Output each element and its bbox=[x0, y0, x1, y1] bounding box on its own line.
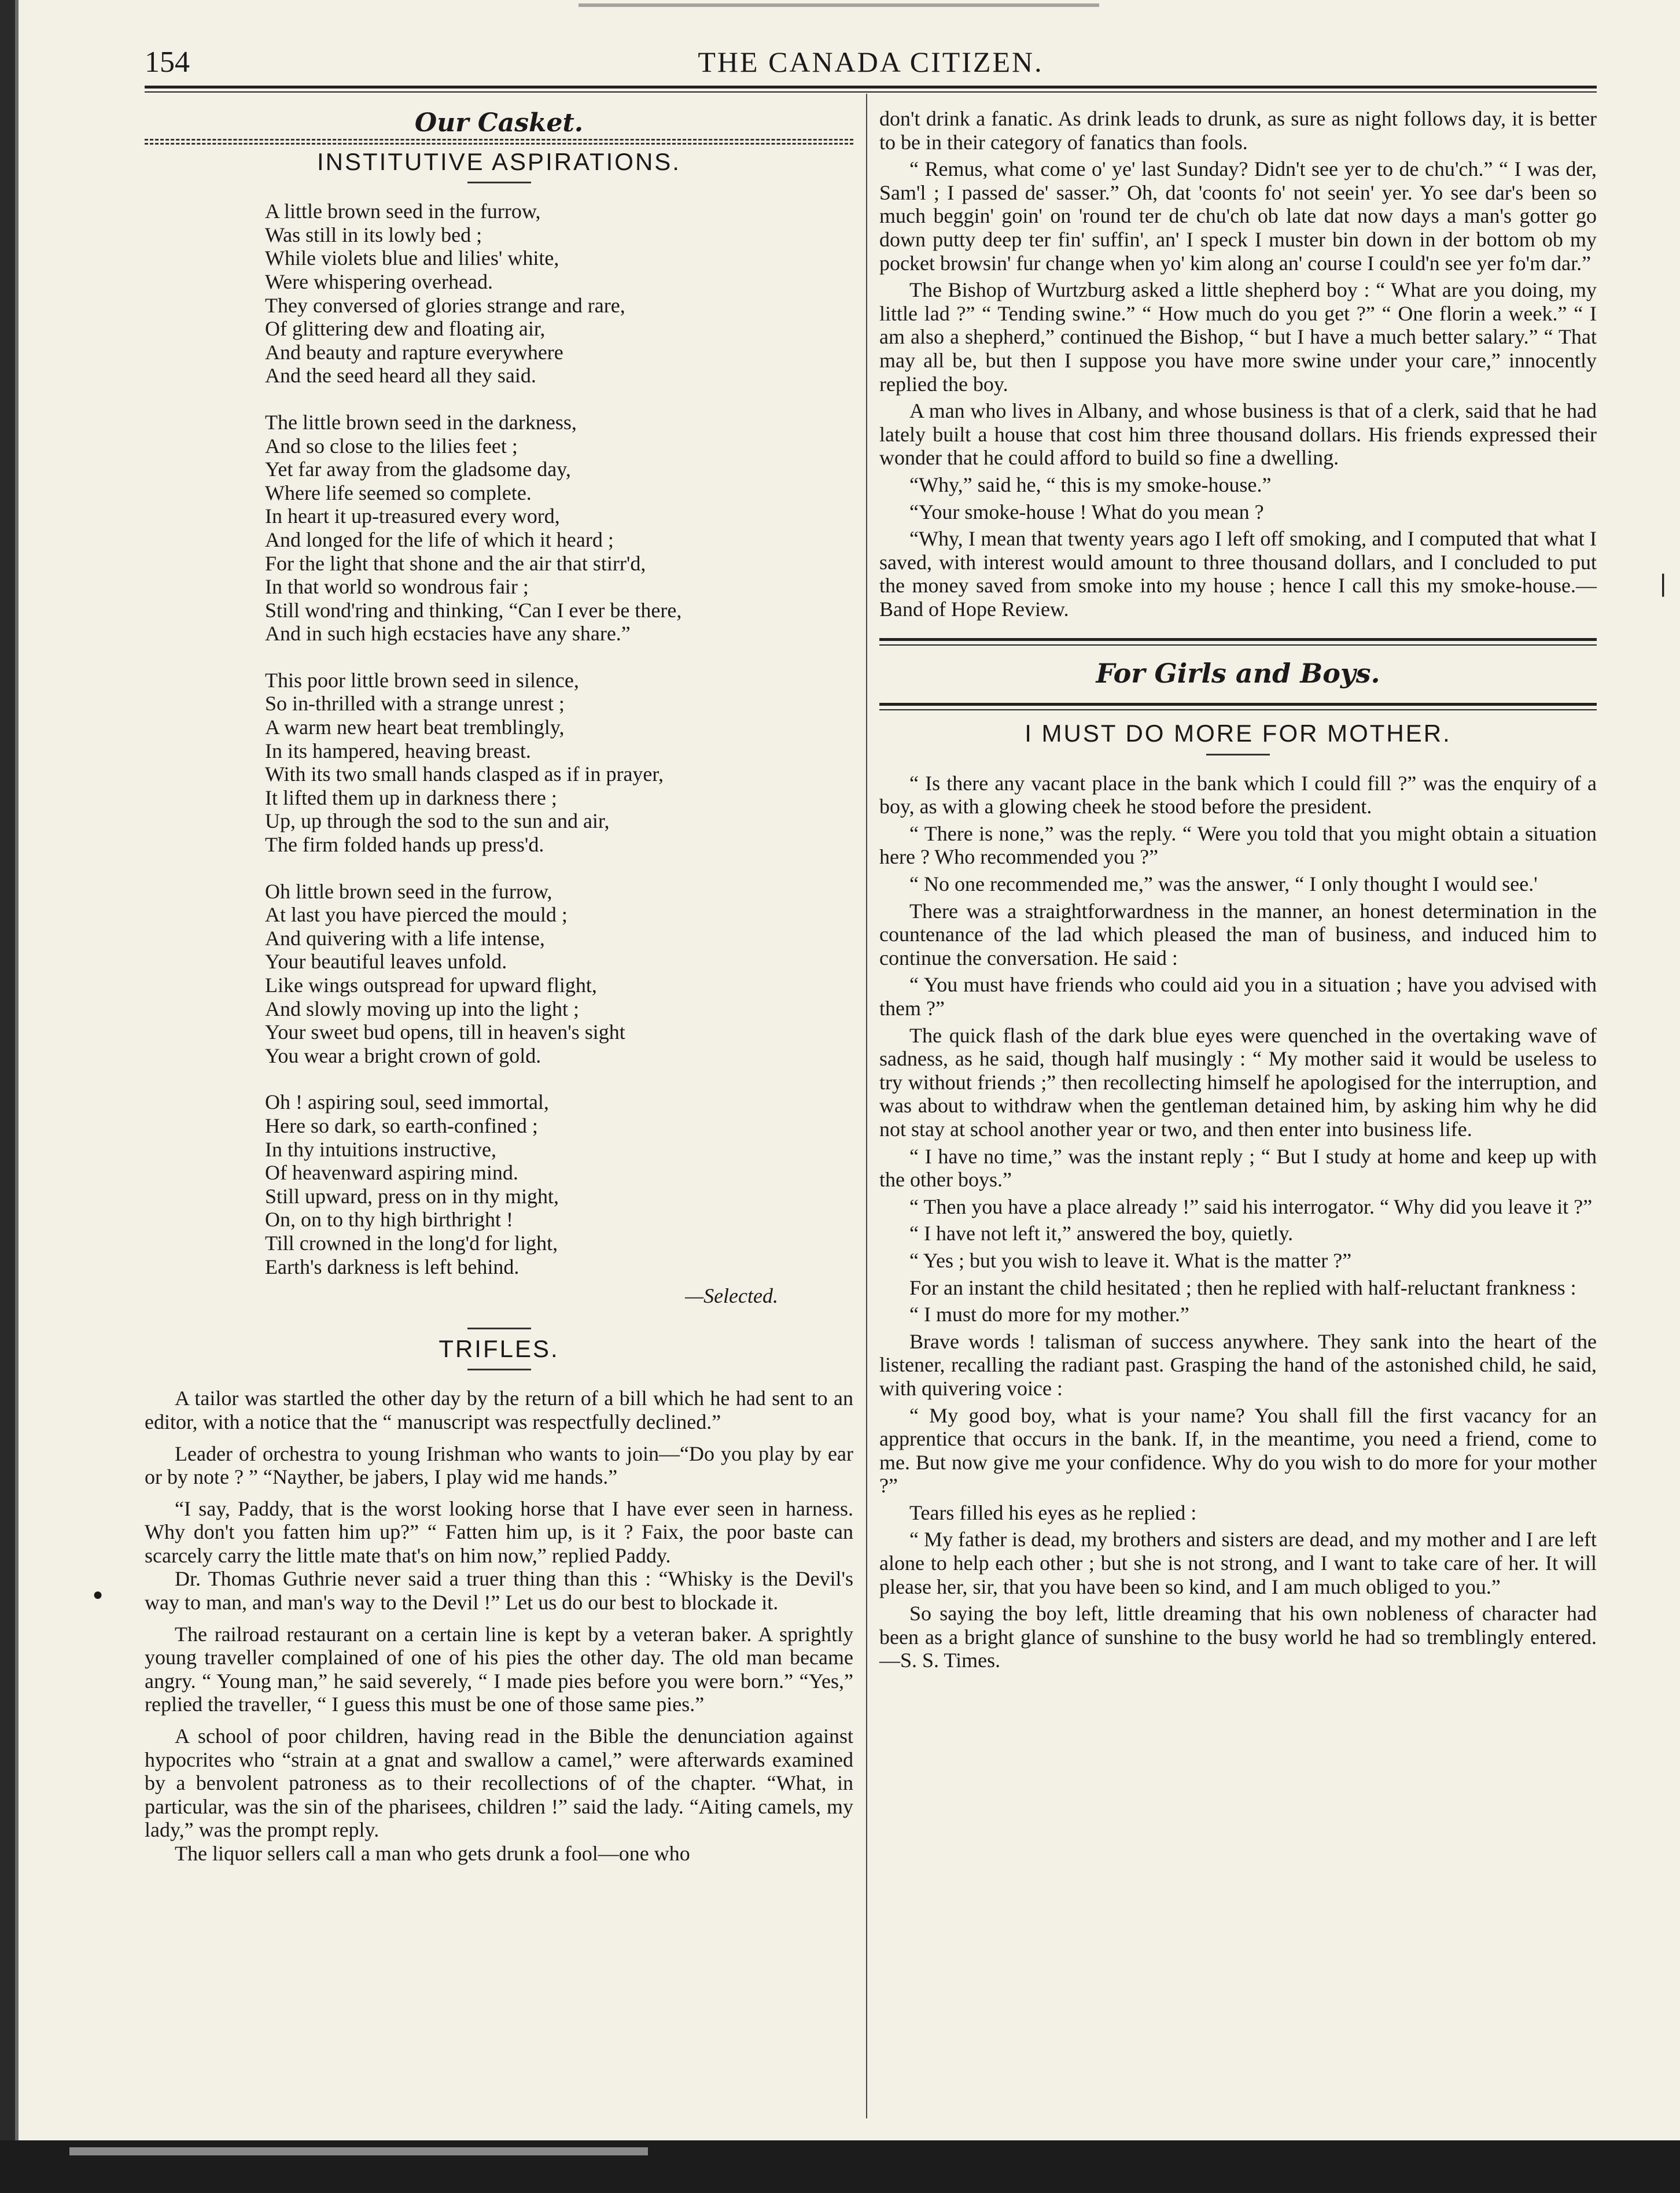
poem-line: The firm folded hands up press'd. bbox=[265, 833, 544, 857]
story-paragraph: There was a straightforwardness in the manner, an honest determination in the countenance of the lad which pleased the man of business, and induced him to continue the conversation. He said : bbox=[879, 899, 1597, 970]
trifle-paragraph: “Why, I mean that twenty years ago I left off smoking, and I computed that what I saved, with interest would amount to three thousand dollars, and I concluded to put the money saved from smoke into my house ; hence I call this my smoke-house.—Band of Hope Review. bbox=[879, 527, 1597, 621]
short-rule bbox=[467, 182, 531, 183]
double-rule bbox=[879, 703, 1597, 710]
scan-bottom-edge-highlight bbox=[69, 2147, 648, 2155]
margin-bullet: ● bbox=[93, 1585, 104, 1604]
poem-line: With its two small hands clasped as if in prayer, bbox=[265, 762, 664, 786]
story-paragraph: Tears filled his eyes as he replied : bbox=[909, 1501, 1197, 1524]
short-rule bbox=[467, 1328, 531, 1329]
poem-line: Oh little brown seed in the furrow, bbox=[265, 879, 552, 903]
poem-line: Your beautiful leaves unfold. bbox=[265, 950, 507, 974]
poem-line: And beauty and rapture everywhere bbox=[265, 340, 563, 364]
page-number: 154 bbox=[145, 46, 190, 79]
poem-line: And in such high ecstacies have any share.” bbox=[265, 622, 631, 646]
stanza bbox=[265, 669, 853, 857]
poem-line: You wear a bright crown of gold. bbox=[265, 1044, 541, 1067]
poem-line: The little brown seed in the darkness, bbox=[265, 410, 577, 434]
stanza bbox=[265, 880, 853, 1068]
poem-line: Like wings outspread for upward flight, bbox=[265, 974, 597, 997]
poem-line: In that world so wondrous fair ; bbox=[265, 575, 529, 599]
trifle-paragraph: don't drink a fanatic. As drink leads to drunk, as sure as night follows day, it is better to be in their category of fanatics than fools. bbox=[879, 107, 1597, 154]
trifle-paragraph: Dr. Thomas Guthrie never said a truer thing than this : “Whisky is the Devil's way to man, and man's way to the Devil !” Let us do our best to blockade it. bbox=[145, 1567, 853, 1615]
stanza bbox=[265, 411, 853, 646]
poem-line: Till crowned in the long'd for light, bbox=[265, 1231, 558, 1255]
trifle-paragraph: A school of poor children, having read in the Bible the denunciation against hypocrites who “strain at a gnat and swallow a camel,” were afterwards examined by a benvolent patroness as to their recollections of of the chapter. “What, in particular, was the sin of the pharisees, children !” said the lady. “Aiting camels, my lady,” was the prompt reply. bbox=[145, 1724, 853, 1842]
stanza bbox=[265, 1090, 853, 1278]
poem-line: A warm new heart beat tremblingly, bbox=[265, 716, 565, 739]
page-header bbox=[145, 45, 1597, 97]
header-rule-thin bbox=[145, 91, 1597, 93]
binding-edge-shadow bbox=[15, 0, 19, 2193]
story-paragraph: “ I have no time,” was the instant reply ; “ But I study at home and keep up with the other boys.” bbox=[879, 1144, 1597, 1192]
header-rule bbox=[145, 86, 1597, 89]
column-divider bbox=[866, 94, 867, 2118]
right-column bbox=[879, 107, 1597, 1676]
poem-line: And quivering with a life intense, bbox=[265, 926, 545, 950]
story-title: I MUST DO MORE FOR MOTHER. bbox=[1025, 720, 1451, 747]
scan-smudge bbox=[579, 3, 1099, 7]
paper-title: THE CANADA CITIZEN. bbox=[698, 46, 1044, 78]
trifle-paragraph: The liquor sellers call a man who gets drunk a fool—one who bbox=[175, 1842, 690, 1865]
section-masthead: Our Casket. bbox=[414, 108, 584, 138]
binding-edge bbox=[0, 0, 15, 2193]
poem-line: Earth's darkness is left behind. bbox=[265, 1255, 520, 1278]
poem-line: They conversed of glories strange and rare, bbox=[265, 293, 625, 317]
story-paragraph: So saying the boy left, little dreaming that his own nobleness of character had been as a bright glance of sunshine to the busy world he had so tremblingly entered.—S. S. Times. bbox=[879, 1602, 1597, 1672]
poem-line: Here so dark, so earth-confined ; bbox=[265, 1114, 538, 1137]
poem-line: A little brown seed in the furrow, bbox=[265, 200, 541, 223]
story-paragraph: “ I have not left it,” answered the boy, quietly. bbox=[909, 1222, 1294, 1245]
poem-line: Yet far away from the gladsome day, bbox=[265, 458, 571, 481]
trifle-paragraph: The railroad restaurant on a certain line is kept by a veteran baker. A sprightly young traveller complained of one of his pies the other day. The old man became angry. “ Young man,” he said severely, “ I made pies before you were born.” “Yes,” replied the traveller, “ I guess this must be one of those same pies.” bbox=[145, 1622, 853, 1716]
stanza bbox=[265, 200, 853, 388]
margin-mark: ❘ bbox=[1653, 570, 1673, 596]
poem-line: In heart it up-treasured every word, bbox=[265, 504, 560, 528]
poem-line: Still wond'ring and thinking, “Can I ever be there, bbox=[265, 598, 682, 622]
story-paragraph: “ My father is dead, my brothers and sisters are dead, and my mother and I are left alone to help each other ; but she is not strong, and I want to take care of her. It will please her, sir, that you have been so kind, and I am much obliged to you.” bbox=[879, 1528, 1597, 1598]
trifle-paragraph: “I say, Paddy, that is the worst looking horse that I have ever seen in harness. Why don't you fatten him up?” “ Fatten him up, is it ? Faix, the poor baste can scarcely carry the little mate that's on him now,” replied Paddy. bbox=[145, 1497, 853, 1567]
poem-line: Still upward, press on in thy might, bbox=[265, 1184, 559, 1208]
story-paragraph: “ Is there any vacant place in the bank which I could fill ?” was the enquiry of a boy, as with a glowing cheek he stood before the president. bbox=[879, 771, 1597, 819]
poem-line: This poor little brown seed in silence, bbox=[265, 668, 579, 692]
short-rule bbox=[1206, 754, 1270, 755]
story-paragraph: “ You must have friends who could aid you in a situation ; have you advised with them ?” bbox=[879, 973, 1597, 1020]
dashed-rule bbox=[145, 139, 853, 141]
trifle-paragraph: “Why,” said he, “ this is my smoke-house.” bbox=[909, 473, 1272, 496]
trifle-paragraph: “ Remus, what come o' ye' last Sunday? Didn't see yer to de chu'ch.” “ I was der, Sam'l ; I passed de' sasser.” Oh, dat 'coonts fo' not seein' yer. Yo see dar's been so much beggin' goin' on 'round ter de chu'ch ob late dat now days a man's gotter go down putty deep ter fin' suffin', an' I speck I muster bin down in der bottom ob my pocket browsin' fur change when yo' kim along an' course I could'n see yer fo'm dar.” bbox=[879, 157, 1597, 275]
poem-line: And slowly moving up into the light ; bbox=[265, 997, 580, 1020]
story-paragraph: “ Then you have a place already !” said his interrogator. “ Why did you leave it ?” bbox=[909, 1195, 1593, 1218]
story-paragraph: “ No one recommended me,” was the answer, “ I only thought I would see.' bbox=[909, 872, 1538, 896]
poem-line: So in-thrilled with a strange unrest ; bbox=[265, 692, 565, 716]
poem-line: At last you have pierced the mould ; bbox=[265, 903, 568, 927]
poem-line: Was still in its lowly bed ; bbox=[265, 223, 482, 246]
short-rule bbox=[467, 1369, 531, 1370]
poem-line: And longed for the life of which it heard ; bbox=[265, 528, 614, 551]
story-paragraph: “ I must do more for my mother.” bbox=[909, 1303, 1189, 1326]
story-paragraph: “ Yes ; but you wish to leave it. What is the matter ?” bbox=[909, 1248, 1352, 1272]
poem-line: On, on to thy high birthright ! bbox=[265, 1208, 513, 1232]
story-paragraph: “ There is none,” was the reply. “ Were you told that you might obtain a situation here ? Who recommended you ?” bbox=[879, 821, 1597, 869]
poem-line: While violets blue and lilies' white, bbox=[265, 246, 559, 270]
poem-line: Were whispering overhead. bbox=[265, 270, 493, 293]
double-rule bbox=[879, 638, 1597, 646]
poem-line: Of glittering dew and floating air, bbox=[265, 317, 546, 341]
trifle-paragraph: The Bishop of Wurtzburg asked a little shepherd boy : “ What are you doing, my little lad ?” “ Tending swine.” “ How much do you get ?” “ One florin a week.” “ I am also a shepherd,” continued the Bishop, “ but I have a much better salary.” “ That may all be, but then I suppose you have more swine under your care,” innocently replied the boy. bbox=[879, 278, 1597, 396]
poem-line: In its hampered, heaving breast. bbox=[265, 739, 531, 762]
poem bbox=[145, 200, 853, 1278]
poem-line: Oh ! aspiring soul, seed immortal, bbox=[265, 1090, 549, 1114]
poem-line: Of heavenward aspiring mind. bbox=[265, 1161, 518, 1185]
trifle-paragraph: A tailor was startled the other day by the return of a bill which he had sent to an editor, with a notice that the “ manuscript was respectfully declined.” bbox=[145, 1387, 853, 1433]
poem-line: Where life seemed so complete. bbox=[265, 481, 532, 504]
trifles-title: TRIFLES. bbox=[439, 1335, 559, 1362]
poem-line: And the seed heard all they said. bbox=[265, 364, 536, 388]
trifle-paragraph: “Your smoke-house ! What do you mean ? bbox=[909, 500, 1264, 524]
poem-line: For the light that shone and the air that stirr'd, bbox=[265, 551, 646, 575]
story-paragraph: “ My good boy, what is your name? You shall fill the first vacancy for an apprentice that occurs in the bank. If, in the meantime, you need a friend, come to me. But now give me your confidence. Why do you wish to do more for your mother ?” bbox=[879, 1403, 1597, 1498]
story-paragraph: Brave words ! talisman of success anywhere. They sank into the heart of the listener, recalling the radiant past. Grasping the hand of the astonished child, he said, with quivering voice : bbox=[879, 1329, 1597, 1400]
poem-line: In thy intuitions instructive, bbox=[265, 1137, 496, 1161]
story-paragraph: For an instant the child hesitated ; then he replied with half-reluctant frankness : bbox=[909, 1276, 1576, 1299]
poem-line: Up, up through the sod to the sun and air, bbox=[265, 809, 610, 833]
trifle-paragraph: A man who lives in Albany, and whose business is that of a clerk, said that he had lately built a house that cost him three thousand dollars. His friends expressed their wonder that he could afford to build so fine a dwelling. bbox=[879, 399, 1597, 470]
section-masthead: For Girls and Boys. bbox=[1096, 658, 1380, 690]
poem-line: And so close to the lilies feet ; bbox=[265, 434, 518, 458]
poem-line: Your sweet bud opens, till in heaven's sight bbox=[265, 1020, 625, 1044]
story-paragraph: The quick flash of the dark blue eyes were quenched in the overtaking wave of sadness, as he said, though half musingly : “ My mother said it would be useless to try without friends ;” then recollecting himself he apologised for the interruption, and was about to withdraw when the gentleman detained him, by asking him why he did not stay at school another year or two, and then enter into business life. bbox=[879, 1023, 1597, 1141]
poem-credit: —Selected. bbox=[685, 1284, 778, 1308]
poem-line: It lifted them up in darkness there ; bbox=[265, 786, 557, 809]
left-column bbox=[145, 107, 853, 1866]
poem-title: INSTITUTIVE ASPIRATIONS. bbox=[317, 148, 681, 175]
trifle-paragraph: Leader of orchestra to young Irishman who wants to join—“Do you play by ear or by note ? ” “Nayther, be jabers, I play wid me hands.” bbox=[145, 1442, 853, 1489]
dashed-rule bbox=[145, 143, 853, 145]
